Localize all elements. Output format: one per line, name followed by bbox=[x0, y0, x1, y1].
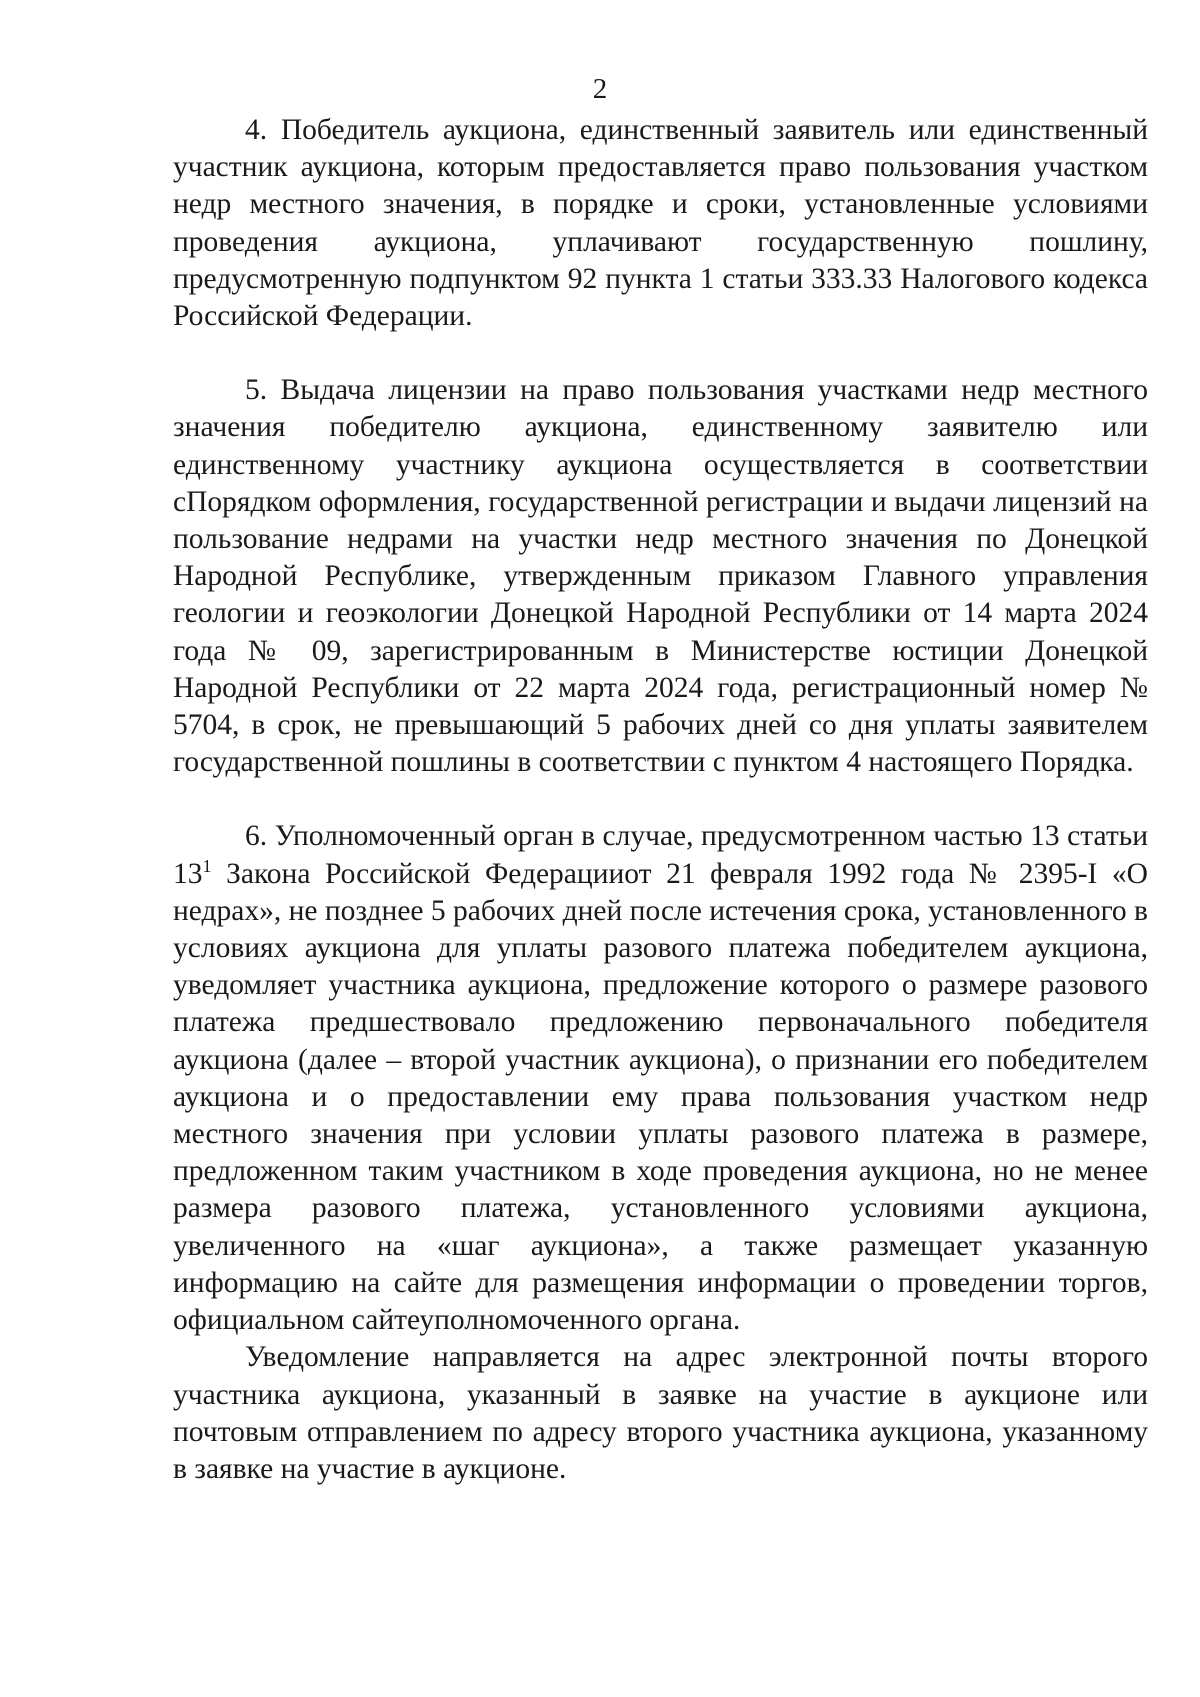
paragraph-6-start: 6. Уполномоченный орган в случае, предусмотренном частью 13 статьи 13 bbox=[173, 820, 1148, 890]
paragraph-4: 4. Победитель аукциона, единственный заявитель или единственный участник аукциона, которым предоставляется право пользования участком недр местного значения, в порядке и сроки, установленные условиями проведения аукциона, уплачивают государственную пошлину, предусмотренную подпунктом 92 пункта 1 статьи 333.33 Налогового кодекса Российской Федерации. bbox=[173, 114, 1148, 333]
superscript-article-number: 1 bbox=[202, 855, 212, 876]
page-number: 2 bbox=[592, 73, 608, 105]
document-body bbox=[173, 112, 1148, 1488]
paragraph-6 bbox=[173, 818, 1148, 1339]
paragraph-6-rest: Закона Российской Федерацииот 21 февраля 1992 года № 2395-I «О недрах», не позднее 5 рабочих дней после истечения срока, установленного в условиях аукциона для уплаты разового платежа победителем аукциона, уведомляет участника аукциона, предложение которого о размере разового платежа предшествовало предложению первоначального победителя аукциона (далее – второй участник аукциона), о признании его победителем аукциона и о предоставлении ему права пользования участком недр местного значения при условии уплаты разового платежа в размере, предложенном таким участником в ходе проведения аукциона, но не менее размера разового платежа, установленного условиями аукциона, увеличенного на «шаг аукциона», а также размещает указанную информацию на сайте для размещения информации о проведении торгов, официальном сайтеуполномоченного органа. bbox=[173, 857, 1148, 1337]
paragraph-5: 5. Выдача лицензии на право пользования участками недр местного значения победителю аукциона, единственному заявителю или единственному участнику аукциона осуществляется в соответствии сПорядком оформления, государственной регистрации и выдачи лицензий на пользование недрами на участки недр местного значения по Донецкой Народной Республике, утвержденным приказом Главного управления геологии и геоэкологии Донецкой Народной Республики от 14 марта 2024 года № 09, зарегистрированным в Министерстве юстиции Донецкой Народной Республики от 22 марта 2024 года, регистрационный номер № 5704, в срок, не превышающий 5 рабочих дней со дня уплаты заявителем государственной пошлины в соответствии с пунктом 4 настоящего Порядка. bbox=[173, 374, 1148, 779]
paragraph-6-notice: Уведомление направляется на адрес электронной почты второго участника аукциона, указанный в заявке на участие в аукционе или почтовым отправлением по адресу второго участника аукциона, указанному в заявке на участие в аукционе. bbox=[173, 1341, 1148, 1485]
